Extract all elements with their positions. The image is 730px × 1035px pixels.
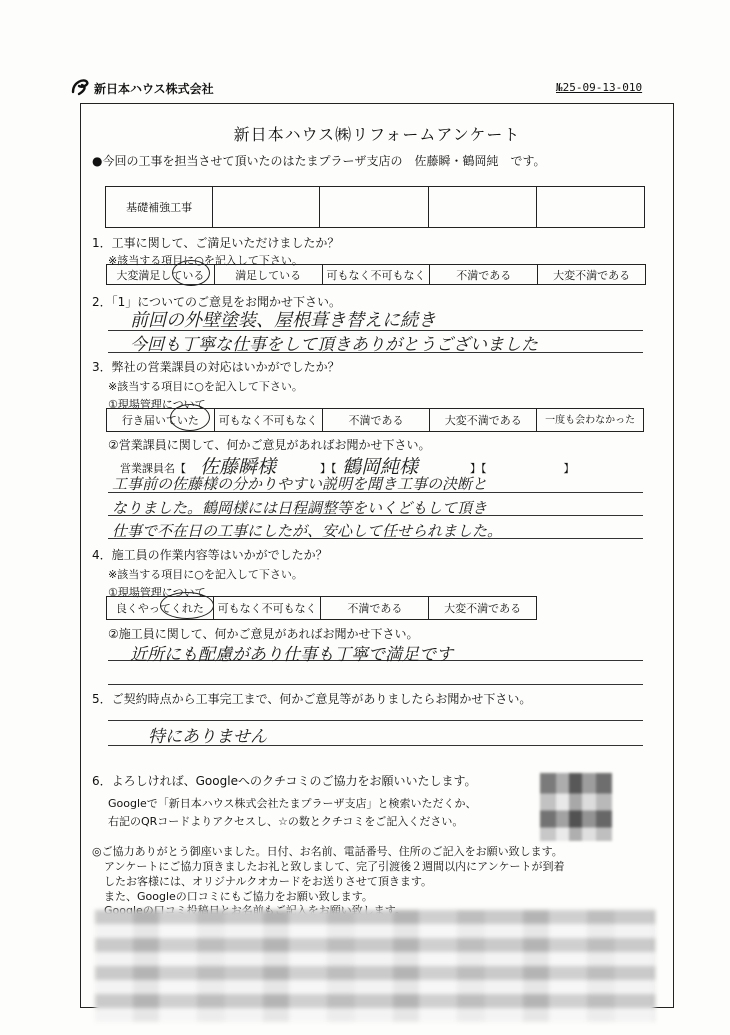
q3-question: 3．弊社の営業課員の対応はいかがでしたか？: [92, 360, 340, 374]
footer-line: ◎ご協力ありがとう御座いました。日付、お名前、電話番号、住所のご記入をお願い致します。: [92, 845, 563, 858]
q3-answer-line: 仕事で不在日の工事にしたが、安心して任せられました。: [112, 522, 503, 540]
q3-option: 一度も会わなかった: [537, 409, 644, 432]
q4-rule: [108, 684, 643, 685]
footer-line: また、Googleの口コミにもご協力をお願い致します。: [104, 890, 373, 903]
staff-name-2: 鶴岡純様: [342, 456, 419, 478]
q3-option: 行き届いていた: [107, 409, 215, 432]
q2-question: 2．「1」についてのご意見をお聞かせ下さい。: [92, 295, 342, 309]
q4-option: 大変不満である: [429, 597, 537, 620]
document-number: №25-09-13-010: [556, 81, 643, 94]
q3-option: 大変不満である: [430, 409, 537, 432]
intro-text: ●今回の工事を担当させて頂いたのはたまプラーザ支店の 佐藤瞬・鶴岡純 です。: [92, 154, 546, 168]
q6-line: 右記のQRコードよりアクセスし、☆の数とクチコミをご記入ください。: [108, 815, 464, 828]
q3-sub1: ①現場管理について: [108, 398, 206, 411]
work-type-blank: [536, 187, 644, 228]
q3-sub2: ②営業課員に関して、何かご意見があればお聞かせ下さい。: [108, 438, 431, 452]
q4-option: 可もなく不可もなく: [213, 597, 321, 620]
q2-answer-line: 前回の外壁塗装、屋根葺き替えに続き: [130, 310, 436, 331]
staff-bracket: 】【 】: [470, 462, 575, 475]
q3-answer-line: 工事前の佐藤様の分かりやすい説明を聞き工事の決断と: [112, 475, 488, 493]
q4-note: ※該当する項目に○を記入して下さい。: [108, 568, 303, 581]
q4-option: 良くやってくれた: [107, 597, 214, 620]
work-type-blank: [213, 187, 320, 228]
q3-option: 可もなく不可もなく: [214, 409, 322, 432]
q4-selection-circle: [160, 592, 214, 619]
work-type-blank: [320, 187, 428, 228]
q6-question: 6．よろしければ、Googleへのクチコミのご協力をお願いいたします。: [92, 774, 477, 788]
q5-answer-line: 特にありません: [148, 727, 267, 747]
work-type-table: [105, 186, 645, 228]
q4-question: 4．施工員の作業内容等はいかがでしたか？: [92, 548, 328, 562]
q1-option: 大変満足している: [107, 265, 215, 285]
q1-question: 1．工事に関して、ご満足いただけましたか？: [92, 236, 340, 250]
q5-rule: [108, 720, 643, 721]
q5-question: 5．ご契約時点から工事完工まで、何かご意見等がありましたらお聞かせ下さい。: [92, 692, 532, 706]
q1-option: 不満である: [430, 265, 538, 285]
q3-answer-line: なりました。鶴岡様には日程調整等をいくどもして頂き: [112, 499, 488, 517]
company-logo-icon: [70, 76, 90, 96]
survey-title: 新日本ハウス㈱リフォームアンケート: [233, 125, 521, 144]
q6-line: Googleで「新日本ハウス株式会社たまプラーザ支店」と検索いただくか、: [108, 797, 477, 810]
q4-option: 不満である: [321, 597, 429, 620]
q3-option: 不満である: [322, 409, 430, 432]
staff-bracket: 】【: [320, 462, 337, 475]
company-name: 新日本ハウス株式会社: [94, 82, 214, 96]
staff-name-1: 佐藤瞬様: [200, 456, 277, 478]
q1-selection-circle: [172, 260, 210, 286]
q4-sub2: ②施工員に関して、何かご意見があればお聞かせ下さい。: [108, 627, 419, 641]
q1-option: 大変不満である: [538, 265, 646, 285]
work-type-blank: [428, 187, 536, 228]
footer-line: アンケートにご協力頂きましたお礼と致しまして、完了引渡後２週間以内にアンケートが到着: [104, 860, 565, 873]
q1-option: 満足している: [214, 265, 322, 285]
q1-option: 可もなく不可もなく: [322, 265, 430, 285]
staff-label: 営業課員名【: [120, 462, 186, 475]
q1-note: ※該当する項目に○を記入して下さい。: [108, 254, 303, 267]
q4-sub1: ①現場管理について: [108, 586, 206, 599]
q3-note: ※該当する項目に○を記入して下さい。: [108, 380, 303, 393]
footer-line: したお客様には、オリジナルクオカードをお送りさせて頂きます。: [104, 875, 433, 888]
q3-selection-circle: [170, 404, 210, 431]
q2-answer-line: 今回も丁寧な仕事をして頂きありがとうございました: [130, 335, 538, 355]
qr-code-icon[interactable]: [540, 773, 612, 841]
q4-answer-line: 近所にも配慮があり仕事も丁寧で満足です: [130, 645, 453, 665]
redacted-personal-info: [95, 910, 655, 1022]
work-type-cell: 基礎補強工事: [106, 187, 213, 228]
